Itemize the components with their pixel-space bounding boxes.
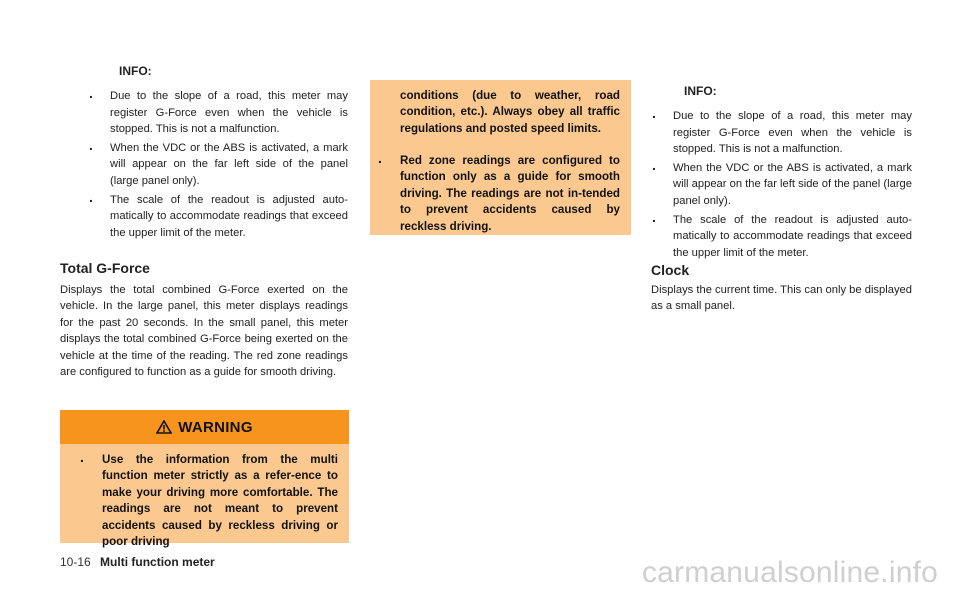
- list-item: . Red zone readings are configured to function only as a guide for smooth driving. The readings are not in-tended to prevent accidents caused by reckless driving.: [374, 153, 620, 235]
- section-body-total-g-force: Displays the total combined G-Force exerted on the vehicle. In the large panel, this meter displays readings for the past 20 seconds. In the small panel, this meter displays the total combined G-Force being exerted on the vehicle at the time of the reading. The red zone readings are configured to function as a guide for smooth driving.: [60, 284, 348, 379]
- warning-list-part2: [374, 153, 620, 237]
- info-label-left: INFO:: [119, 64, 152, 78]
- warning-triangle-icon: [156, 420, 172, 434]
- list-item: . The scale of the readout is adjusted auto-matically to accommodate readings that exceed the upper limit of the meter.: [651, 212, 912, 262]
- warning-title: WARNING: [178, 418, 253, 436]
- page-footer: [60, 555, 215, 569]
- footer-title: Multi function meter: [100, 555, 215, 569]
- warning-header: [60, 410, 349, 444]
- section-title-clock: Clock: [651, 262, 690, 278]
- list-item: . The scale of the readout is adjusted auto-matically to accommodate readings that exceed the upper limit of the meter.: [88, 192, 348, 242]
- list-item: . When the VDC or the ABS is activated, a mark will appear on the far left side of the panel (large panel only).: [651, 160, 912, 210]
- list-item: . Due to the slope of a road, this meter may register G-Force even when the vehicle is stopped. This is not a malfunction.: [651, 108, 912, 158]
- info-label-right: INFO:: [684, 84, 717, 98]
- section-title-total-g-force: Total G-Force: [60, 260, 150, 276]
- warning-box: [60, 410, 349, 549]
- warning-continued-text: conditions (due to weather, road condition, etc.). Always obey all traffic regulations and posted speed limits.: [400, 89, 620, 135]
- section-body-clock: Displays the current time. This can only be displayed as a small panel.: [651, 284, 912, 313]
- list-item: . Use the information from the multi function meter strictly as a refer-ence to make your driving more comfortable. The readings are not meant to prevent accidents caused by reckless driving or poor driving: [76, 452, 338, 550]
- list-item: . Due to the slope of a road, this meter may register G-Force even when the vehicle is stopped. This is not a malfunction.: [88, 88, 348, 138]
- info-list-right: [651, 108, 912, 263]
- warning-box-continued: [370, 80, 631, 235]
- info-list-left: [88, 88, 348, 243]
- watermark: carmanualsonline.info: [641, 556, 938, 589]
- warning-list-part1: [76, 452, 338, 552]
- list-item: . When the VDC or the ABS is activated, a mark will appear on the far left side of the panel (large panel only).: [88, 140, 348, 190]
- page-number: 10-16: [60, 555, 91, 569]
